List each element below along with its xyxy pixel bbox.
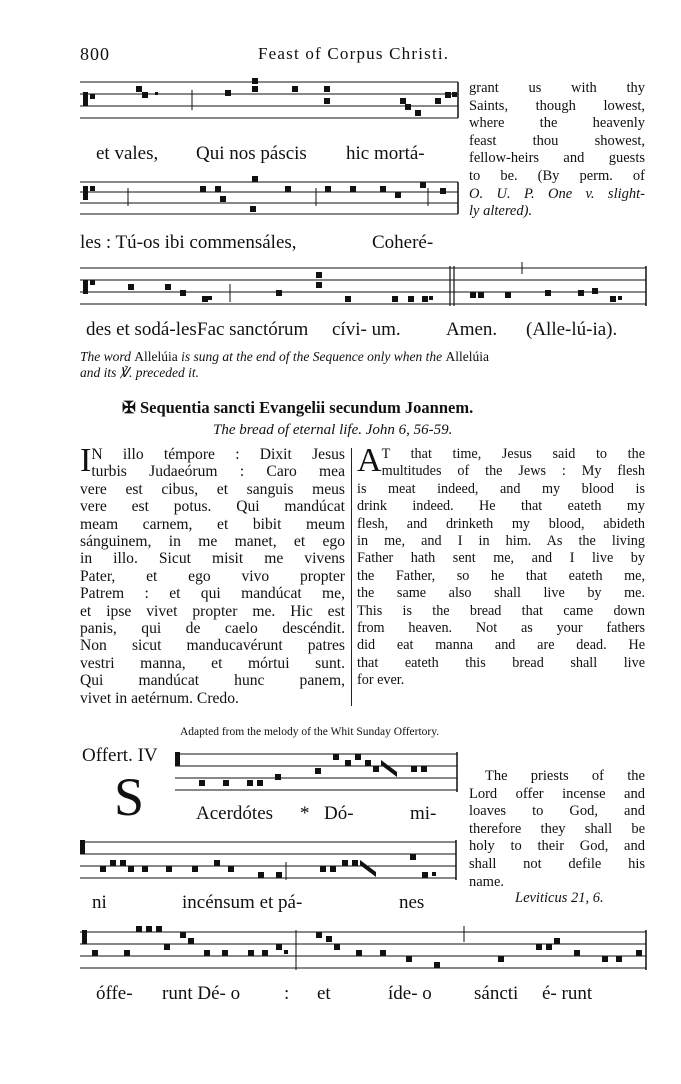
english-line: the Father, so he that eateth me, (357, 567, 645, 584)
english-line: T that time, Jesus said to the (381, 446, 645, 462)
offertory-initial: S (114, 767, 145, 827)
english-line: for ever. (357, 672, 405, 689)
gospel-title (122, 398, 473, 418)
translation-line: Saints, though lowest, (469, 97, 645, 114)
translation-line: O. U. P. One v. slight- (469, 185, 645, 202)
rubric-word: Allelúia (134, 349, 178, 364)
melody-note: Adapted from the melody of the Whit Sunday Offertory. (180, 726, 440, 738)
english-line: flesh, and drinketh my blood, abideth (357, 515, 645, 532)
lyric-syllable: Qui nos páscis (196, 143, 307, 164)
lyric-syllable: mi- (410, 803, 437, 824)
lyric-syllable: Dó- (324, 803, 354, 824)
latin-line: vere est cibus, et sanguis meus (80, 480, 345, 498)
rubric-note (80, 349, 645, 381)
column-divider (351, 448, 352, 706)
english-line: is meat indeed, and my blood is (357, 480, 645, 497)
latin-line: turbis Judaeórum : Caro mea (91, 463, 345, 481)
lyric-syllable: é- runt (542, 983, 593, 1004)
english-line: did eat manna and are dead. He (357, 637, 645, 654)
rubric-text: The word (80, 349, 131, 364)
lyric-syllable: íde- o (388, 983, 432, 1004)
translation-line: where the heavenly (469, 115, 645, 132)
cross-icon: ✠ (122, 398, 136, 417)
gospel-subtitle: The bread of eternal life. John 6, 56-59. (213, 422, 453, 438)
translation-line: therefore they shall be (469, 820, 645, 837)
rubric-text: and its ℣. preceded it. (80, 365, 199, 380)
latin-line: vivet in aetérnum. Credo. (80, 689, 239, 707)
offertory-label: Offert. IV (82, 745, 158, 766)
translation-line: shall not defile his (469, 855, 645, 872)
lyric-syllable: (Alle-lú-ia). (526, 319, 618, 340)
page-number: 800 (80, 44, 110, 64)
lyric-syllable: runt Dé- o (162, 983, 241, 1004)
lyric-syllable: et (317, 983, 331, 1004)
latin-line: Patrem : et qui mandúcat me, (80, 585, 345, 603)
translation-line: ly altered). (469, 203, 533, 220)
gospel-title-text: Sequentia sancti Evangelii secundum Joannem. (139, 398, 474, 417)
drop-cap: A (357, 442, 382, 479)
english-line: that eateth this bread shall live (357, 654, 645, 671)
lyric-syllable: Amen. (446, 319, 498, 340)
lyric-syllable: Fac sanctórum (197, 319, 309, 340)
music-staff-5 (80, 832, 460, 888)
music-staff-3 (80, 262, 650, 318)
english-line: in me, and I in him. As the living (357, 533, 645, 550)
latin-line: in illo. Sicut misit me vivens (80, 550, 345, 568)
lyric-syllable: Coheré- (372, 232, 434, 253)
sequence-translation (469, 80, 645, 221)
latin-line: Pater, et ego vivo propter (80, 567, 345, 585)
drop-cap: I (80, 442, 92, 479)
lyric-syllable: : (284, 983, 290, 1004)
latin-line: N illo témpore : Dixit Jesus (91, 446, 345, 463)
latin-line: vestri manna, et mórtui sunt. (80, 654, 345, 672)
translation-line: feast thou showest, (469, 132, 645, 149)
translation-line: holy to their God, and (469, 838, 645, 855)
page-title: Feast of Corpus Christi. (258, 44, 450, 63)
latin-line: Non sicut manducavérunt patres (80, 637, 345, 655)
english-line: Father hath sent me, and I live by (357, 550, 645, 567)
gospel-english (357, 442, 645, 690)
lyric-syllable: * (300, 803, 310, 824)
music-staff-4 (175, 744, 460, 804)
translation-line: Lord offer incense and (469, 785, 645, 802)
latin-line: meam carnem, et bibit meum (80, 515, 345, 533)
lyric-syllable: hic mortá- (346, 143, 425, 164)
lyric-syllable: les : Tú-os ibi commensáles, (80, 232, 297, 253)
latin-line: panis, qui de caelo descéndit. (80, 620, 345, 638)
lyric-syllable: des et sodá-les (86, 319, 197, 340)
english-line: This is the bread that came down (357, 602, 645, 619)
lyric-syllable: óffe- (96, 983, 133, 1004)
latin-line: Qui mandúcat hunc panem, (80, 672, 345, 690)
offertory-translation (469, 768, 645, 891)
english-line: drink indeed. He that eateth my (357, 498, 645, 515)
translation-line: grant us with thy (469, 80, 645, 96)
lyric-syllable: nes (399, 892, 425, 913)
music-staff-1 (80, 76, 460, 136)
latin-line: vere est potus. Qui mandúcat (80, 498, 345, 516)
translation-line: name. (469, 873, 505, 890)
rubric-word: Allelúia (445, 349, 489, 364)
scripture-reference: Leviticus 21, 6. (515, 890, 604, 906)
lyric-syllable: incénsum et pá- (182, 892, 303, 913)
translation-line: The priests of the (485, 768, 645, 784)
english-line: the same also shall live by me. (357, 585, 645, 602)
english-line: multitudes of the Jews : My flesh (381, 463, 645, 480)
latin-line: sánguinem, in me manet, et ego (80, 533, 345, 551)
translation-line: fellow-heirs and guests (469, 150, 645, 167)
translation-line: loaves to God, and (469, 803, 645, 820)
lyric-syllable: ni (92, 892, 107, 913)
translation-line: to be. (By perm. of (469, 167, 645, 184)
music-staff-2 (80, 176, 460, 226)
gospel-latin (80, 442, 345, 707)
lyric-syllable: Acerdótes (196, 803, 274, 824)
lyric-syllable: sáncti (474, 983, 519, 1004)
lyric-syllable: et vales, (96, 143, 159, 164)
latin-line: et ipse vivet propter me. Hic est (80, 602, 345, 620)
music-staff-6 (80, 922, 650, 980)
english-line: from heaven. Not as your fathers (357, 620, 645, 637)
rubric-text: is sung at the end of the Sequence only when the (181, 349, 443, 364)
lyric-syllable: cívi- um. (332, 319, 401, 340)
